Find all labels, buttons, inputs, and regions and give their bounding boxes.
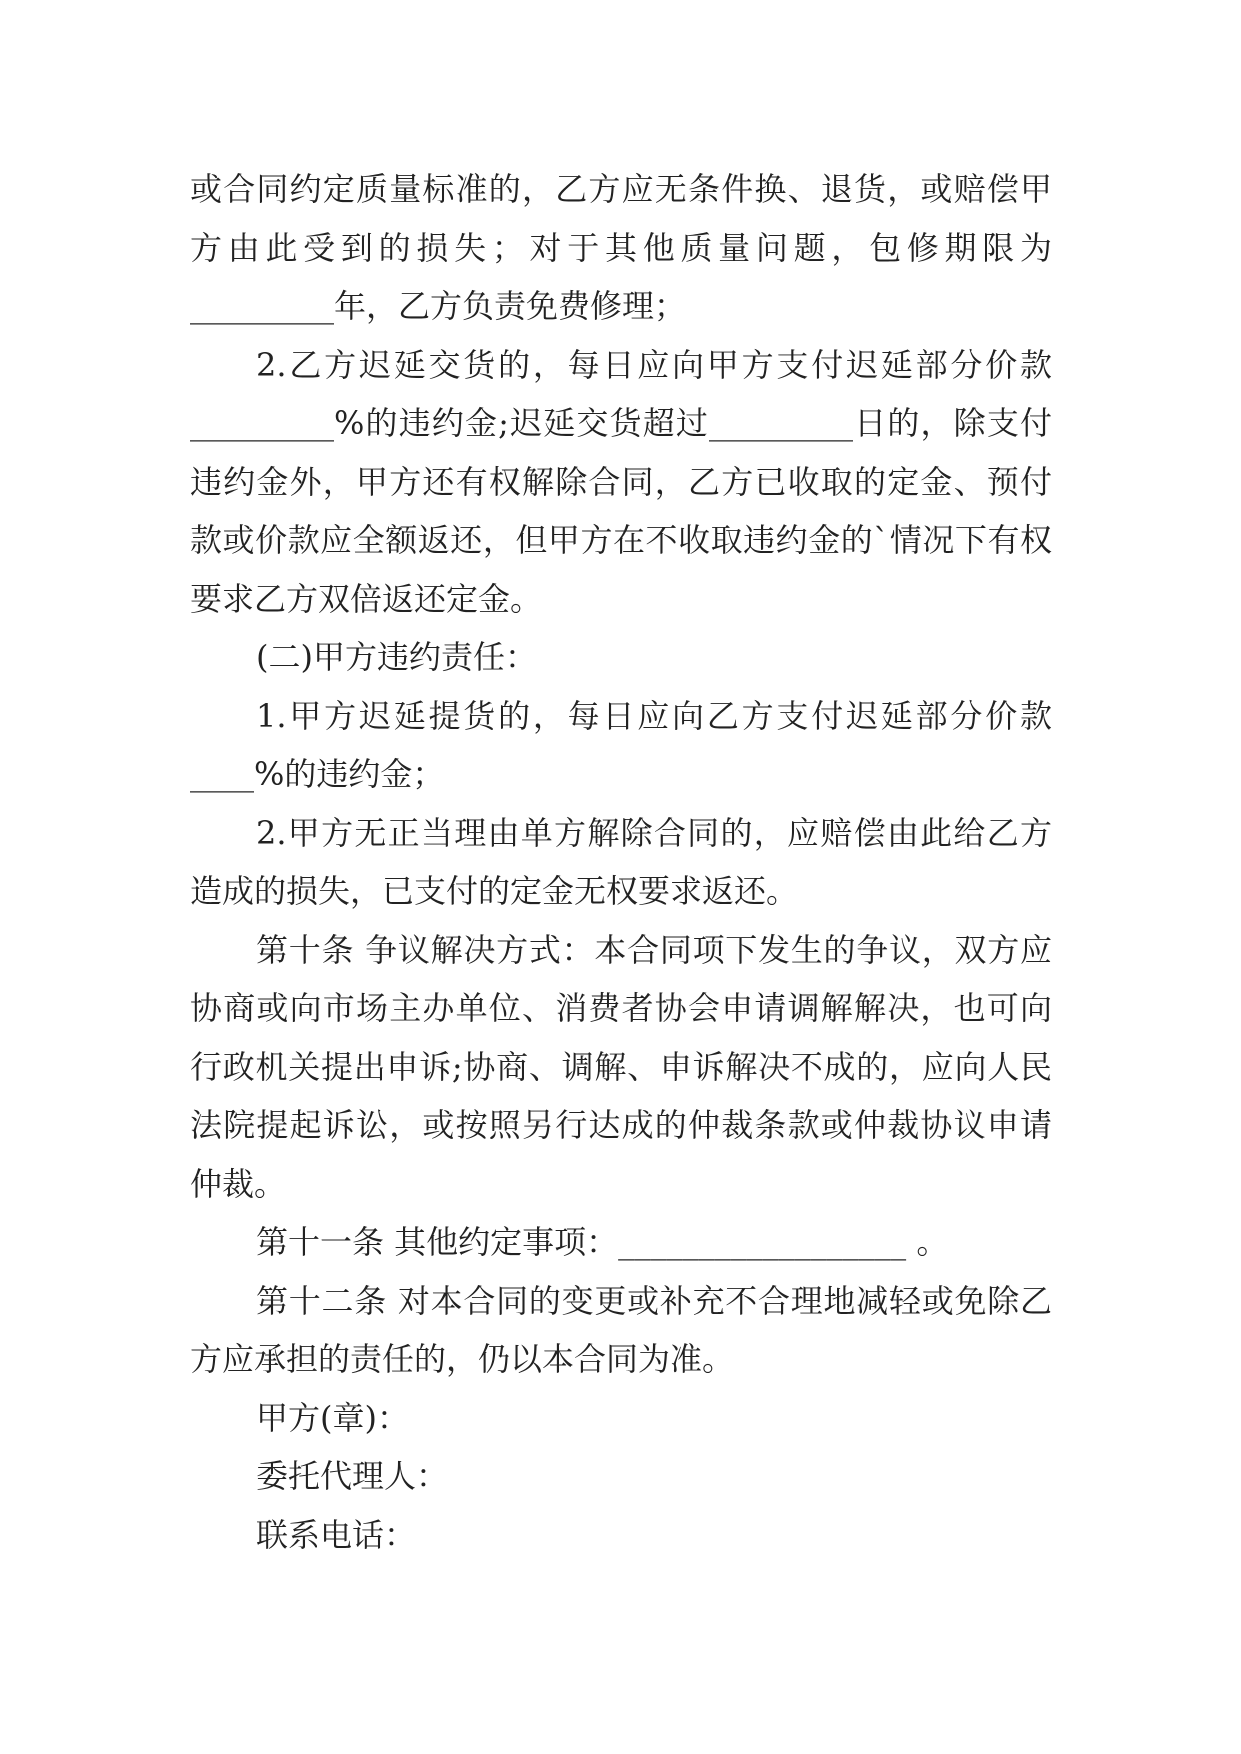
paragraph-unilateral-termination: 2.甲方无正当理由单方解除合同的，应赔偿由此给乙方造成的损失，已支付的定金无权要求返还。 [190, 813, 1052, 910]
paragraph-quality-warranty: 或合同约定质量标准的，乙方应无条件换、退货，或赔偿甲方由此受到的损失；对于其他质量问题，包修期限为_________年，乙方负责免费修理； [190, 170, 1052, 325]
signature-authorized-agent: 委托代理人： [256, 1457, 449, 1495]
signature-party-a-seal: 甲方(章)： [256, 1398, 409, 1437]
article-12-amendments: 第十二条 对本合同的变更或补充不合理地减轻或免除乙方应承担的责任的，仍以本合同为准。 [190, 1281, 1052, 1378]
section-heading-party-a-liability: (二)甲方违约责任： [256, 638, 537, 676]
article-10-dispute-resolution: 第十条 争议解决方式：本合同项下发生的争议，双方应协商或向市场主办单位、消费者协会申请调解解决，也可向行政机关提出申诉;协商、调解、申诉解决不成的，应向人民法院提起诉讼，或按照另行达成的仲裁条款或仲裁协议申请仲裁。 [190, 930, 1052, 1203]
document-page [190, 160, 1052, 1564]
signature-contact-phone: 联系电话： [256, 1515, 417, 1554]
paragraph-late-delivery: 2.乙方迟延交货的，每日应向甲方支付迟延部分价款_________%的违约金;迟延交货超过_________日的，除支付违约金外，甲方还有权解除合同，乙方已收取的定金、预付款或价款应全额返还，但甲方在不收取违约金的`情况下有权要求乙方双倍返还定金。 [190, 345, 1052, 618]
article-11-other-matters: 第十一条 其他约定事项：__________________ 。 [256, 1223, 949, 1261]
paragraph-late-pickup: 1.甲方迟延提货的，每日应向乙方支付迟延部分价款____%的违约金； [190, 696, 1052, 793]
